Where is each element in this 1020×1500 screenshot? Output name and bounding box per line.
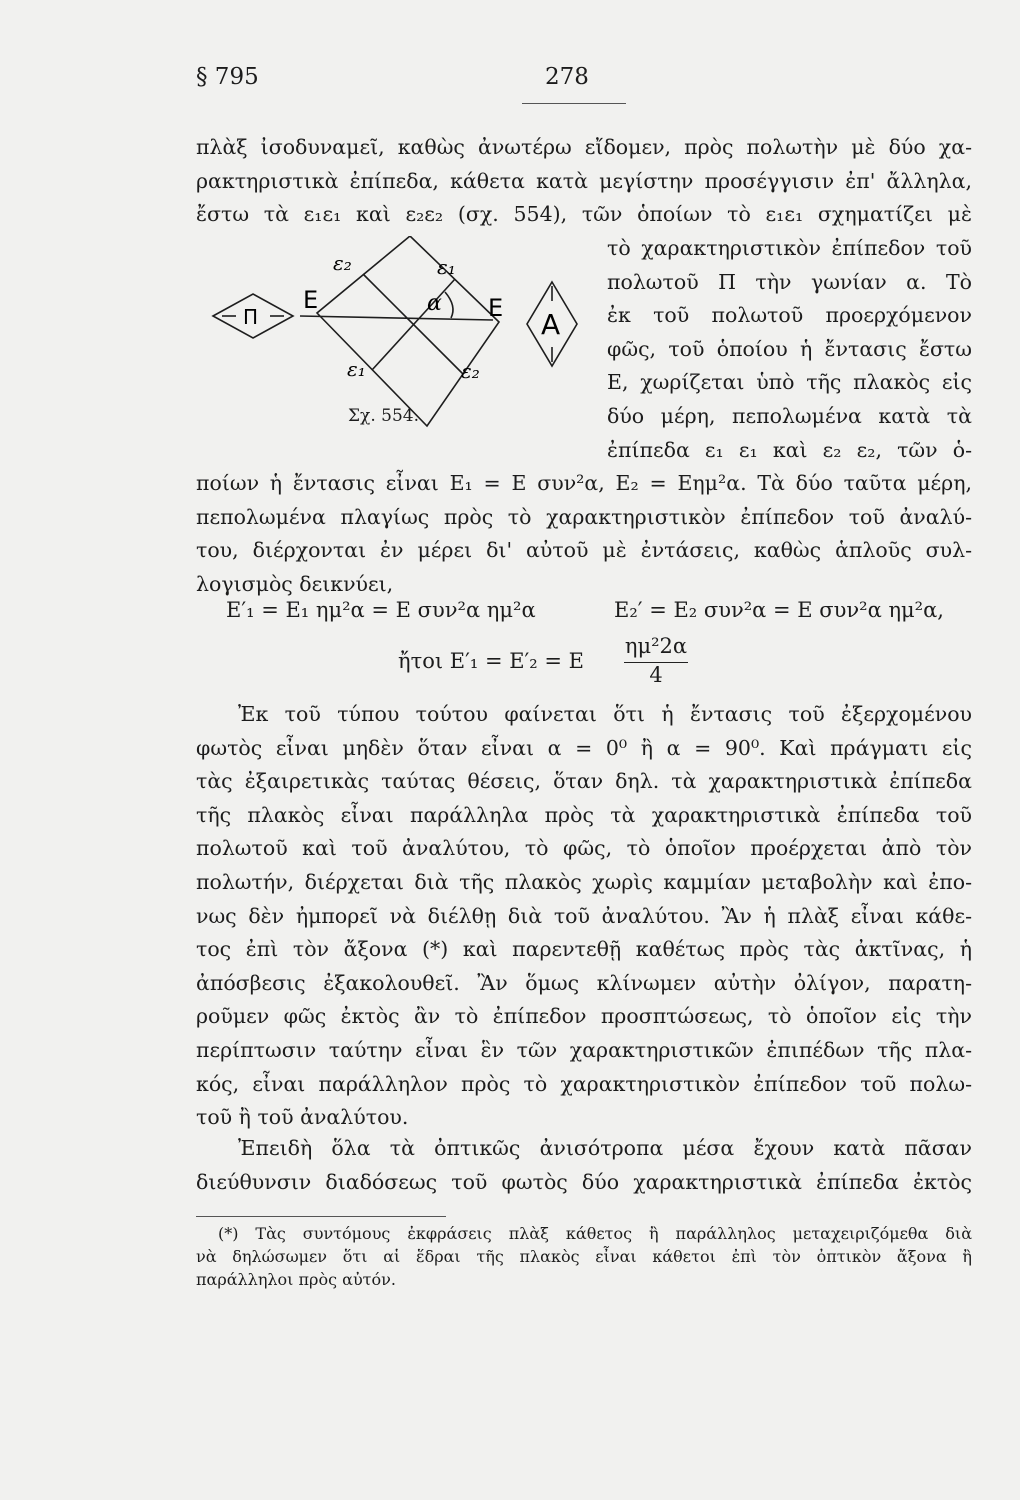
text-line: ρακτηριστικὰ ἐπίπεδα, κάθετα κατὰ μεγίστην προσέγγισιν ἐπ' ἄλληλα,	[196, 168, 972, 193]
text-line: τὰς ἐξαιρετικὰς ταύτας θέσεις, ὅταν δηλ. τὰ χαρακτηριστικὰ ἐπίπεδα	[196, 769, 972, 794]
figure-caption: Σχ. 554.	[348, 406, 419, 426]
text-line: νως δὲν ἠμπορεῖ νὰ διέλθῃ διὰ τοῦ ἀναλύτου. Ἂν ἡ πλὰξ εἶναι κάθε-	[196, 903, 972, 928]
text-line: πολωτοῦ Π τὴν γωνίαν α. Τὸ	[607, 269, 972, 294]
text-line: τῆς πλακὸς εἶναι παράλληλα πρὸς τὰ χαρακτηριστικὰ ἐπίπεδα τοῦ	[196, 802, 972, 827]
text-line: περίπτωσιν ταύτην εἶναι ἓν τῶν χαρακτηριστικῶν ἐπιπέδων τῆς πλα-	[196, 1037, 972, 1062]
formula-main: ἤτοι E′₁ = E′₂ = E	[398, 649, 585, 673]
text-line: δύο μέρη, πεπολωμένα κατὰ τὰ	[607, 403, 972, 428]
text-line: φωτὸς εἶναι μηδὲν ὅταν εἶναι α = 0⁰ ἢ α = 90⁰. Καὶ πράγματι εἰς	[196, 735, 972, 760]
label-e1-bottom: ε₁	[347, 357, 366, 381]
text-line: λογισμὸς δεικνύει,	[196, 571, 394, 596]
text-line: Ἐκ τοῦ τύπου τούτου φαίνεται ὅτι ἡ ἔντασις τοῦ ἐξερχομένου	[238, 702, 972, 726]
text-line: πλὰξ ἰσοδυναμεῖ, καθὼς ἀνωτέρω εἴδομεν, πρὸς πολωτὴν μὲ δύο χα-	[196, 135, 972, 159]
footnote-rule	[196, 1216, 446, 1217]
text-line: ροῦμεν φῶς ἐκτὸς ἂν τὸ ἐπίπεδον προσπτώσεως, τὸ ὁποῖον εἰς τὴν	[196, 1004, 972, 1029]
text-line: κός, εἶναι παράλληλον πρὸς τὸ χαρακτηριστικὸν ἐπίπεδον τοῦ πολω-	[196, 1071, 972, 1096]
fraction-denominator: 4	[649, 663, 663, 687]
text-line: ἔστω τὰ ε₁ε₁ καὶ ε₂ε₂ (σχ. 554), τῶν ὁποίων τὸ ε₁ε₁ σχηματίζει μὲ	[196, 202, 972, 227]
label-e-left: E	[303, 286, 319, 314]
text-line: φῶς, τοῦ ὁποίου ἡ ἔντασις ἔστω	[607, 336, 972, 361]
text-line: Ε, χωρίζεται ὑπὸ τῆς πλακὸς εἰς	[607, 370, 972, 395]
label-e-right: E	[488, 294, 504, 322]
formula-equal-intensities	[398, 634, 728, 702]
footnote-line: παράλληλοι πρὸς αὐτόν.	[196, 1270, 396, 1289]
formula-e1-prime: E′₁ = E₁ ημ²α = E συν²α ημ²α	[226, 598, 536, 622]
text-line: του, διέρχονται ἐν μέρει δι' αὐτοῦ μὲ ἐντάσεις, καθὼς ἁπλοῦς συλ-	[196, 538, 972, 563]
formula-e2-prime: E₂′ = E₂ συν²α = E συν²α ημ²α,	[614, 598, 944, 622]
section-number: § 795	[196, 64, 259, 90]
text-line: τος ἐπὶ τὸν ἄξονα (*) καὶ παρεντεθῇ καθέτως πρὸς τὰς ἀκτῖνας, ἡ	[196, 937, 972, 962]
text-line: πολωτοῦ καὶ τοῦ ἀναλύτου, τὸ φῶς, τὸ ὁποῖον προέρχεται ἀπὸ τὸν	[196, 836, 972, 861]
paragraph-1-continuation	[196, 467, 972, 601]
footnote-line: νὰ δηλώσωμεν ὅτι αἱ ἕδραι τῆς πλακὸς εἶναι κάθετοι ἐπὶ τὸν ὀπτικὸν ἄξονα ἢ	[196, 1247, 972, 1266]
formula-fraction	[620, 634, 692, 687]
paragraph-1-side-text	[607, 232, 972, 467]
footnote-line: (*) Τὰς συντόμους ἐκφράσεις πλὰξ κάθετος ἢ παράλληλος μεταχειριζόμεθα διὰ	[218, 1224, 972, 1243]
footnote	[196, 1222, 972, 1291]
text-line: τοῦ ἢ τοῦ ἀναλύτου.	[196, 1105, 409, 1130]
label-e2-top: ε₂	[333, 251, 352, 275]
text-line: διεύθυνσιν διαδόσεως τοῦ φωτὸς δύο χαρακτηριστικὰ ἐπίπεδα ἐκτὸς	[196, 1169, 972, 1194]
fraction-numerator: ημ²2α	[624, 634, 688, 658]
label-angle: α	[427, 291, 442, 316]
label-e1-top: ε₁	[437, 255, 456, 279]
text-line: Ἐπειδὴ ὅλα τὰ ὀπτικῶς ἀνισότροπα μέσα ἔχουν κατὰ πᾶσαν	[238, 1136, 972, 1160]
text-line: ἀπόσβεσις ἐξακολουθεῖ. Ἂν ὅμως κλίνωμεν αὐτὴν ὀλίγον, παρατη-	[196, 970, 972, 995]
text-line: ποίων ἡ ἔντασις εἶναι Ε₁ = Ε συν²α, Ε₂ = Εημ²α. Τὰ δύο ταῦτα μέρη,	[196, 471, 972, 495]
header-rule	[522, 103, 626, 104]
paragraph-1-top	[196, 131, 972, 232]
formula-intensities	[196, 598, 972, 632]
text-line: πολωτήν, διέρχεται διὰ τῆς πλακὸς χωρὶς καμμίαν μεταβολὴν καὶ ἐπο-	[196, 869, 972, 894]
label-analyzer: Α	[541, 308, 561, 341]
label-polarizer: Π	[243, 305, 259, 329]
paragraph-2	[196, 698, 972, 1135]
text-line: πεπολωμένα πλαγίως πρὸς τὸ χαρακτηριστικὸν ἐπίπεδον τοῦ ἀναλύ-	[196, 504, 972, 529]
text-line: ἐκ τοῦ πολωτοῦ προερχόμενον	[607, 303, 972, 328]
text-line: ἐπίπεδα ε₁ ε₁ καὶ ε₂ ε₂, τῶν ὁ-	[607, 437, 972, 462]
paragraph-3	[196, 1132, 972, 1199]
label-e2-bottom: ε₂	[461, 359, 480, 383]
text-line: τὸ χαρακτηριστικὸν ἐπίπεδον τοῦ	[607, 236, 972, 260]
page-number: 278	[545, 64, 589, 90]
